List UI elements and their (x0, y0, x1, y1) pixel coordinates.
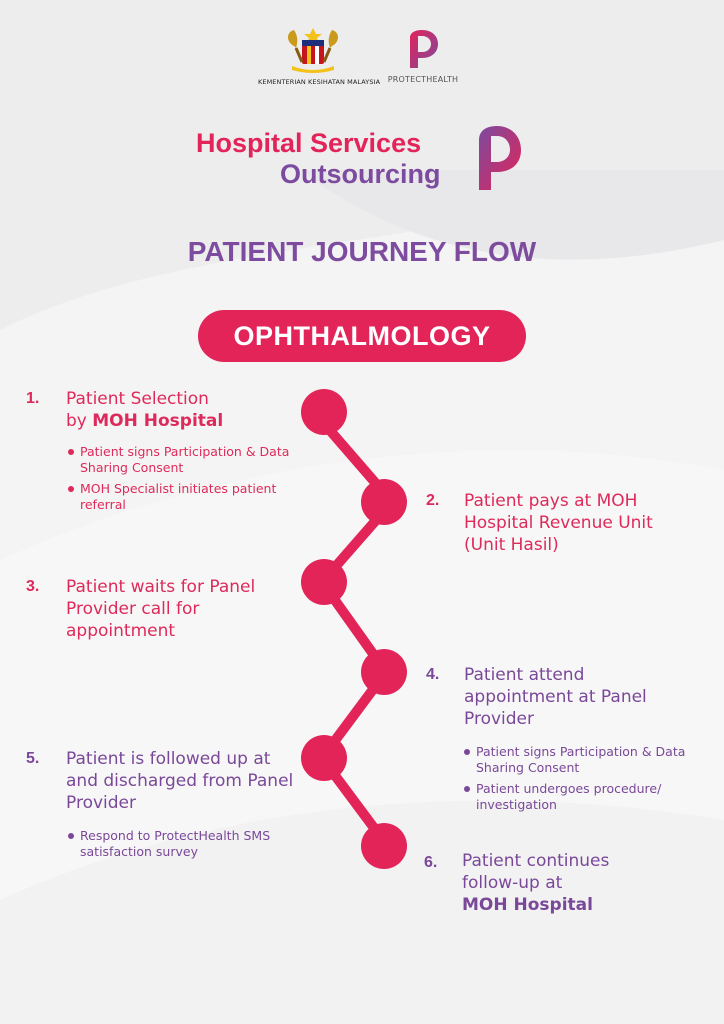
protecthealth-logo-caption: PROTECTHEALTH (387, 75, 459, 84)
step-5-bullets (66, 828, 291, 865)
timeline-node-2 (361, 479, 407, 525)
step-2-text: Patient pays at MOH Hospital Revenue Unit (Unit Hasil) (464, 491, 653, 555)
timeline-node-6 (361, 823, 407, 869)
step-4-number: 4. (426, 666, 440, 683)
timeline-node-1 (301, 389, 347, 435)
step-4-bullets (462, 744, 712, 818)
step-6-number: 6. (424, 854, 438, 871)
step-1-number: 1. (26, 390, 40, 407)
step-5-number: 5. (26, 750, 40, 767)
moh-logo-caption: KEMENTERIAN KESIHATAN MALAYSIA (258, 78, 381, 86)
list-item: MOH Specialist initiates patient referral (66, 481, 291, 513)
timeline-node-4 (361, 649, 407, 695)
hso-title-line2: Outsourcing (280, 159, 441, 189)
step-1-bullets (66, 444, 291, 518)
step-5-text: Patient is followed up at and discharged from Panel Provider (66, 749, 294, 813)
list-item: Patient signs Participation & Data Sharing Consent (462, 744, 712, 776)
step-3-text: Patient waits for Panel Provider call for appointment (66, 577, 256, 641)
hso-title-line1: Hospital Services (196, 128, 422, 158)
step-4-text: Patient attend appointment at Panel Provider (464, 665, 647, 729)
timeline-node-3 (301, 559, 347, 605)
list-item: Patient undergoes procedure/ investigation (462, 781, 712, 813)
step-6-text: Patient continues follow-up at MOH Hospital (462, 851, 610, 915)
timeline-node-5 (301, 735, 347, 781)
step-3-number: 3. (26, 578, 40, 595)
step-2-number: 2. (426, 492, 440, 509)
step-1-text: Patient Selection by MOH Hospital (66, 389, 224, 431)
page-heading: PATIENT JOURNEY FLOW (187, 236, 537, 267)
list-item: Respond to ProtectHealth SMS satisfaction survey (66, 828, 291, 860)
specialty-badge: OPHTHALMOLOGY (198, 310, 526, 362)
list-item: Patient signs Participation & Data Sharing Consent (66, 444, 291, 476)
